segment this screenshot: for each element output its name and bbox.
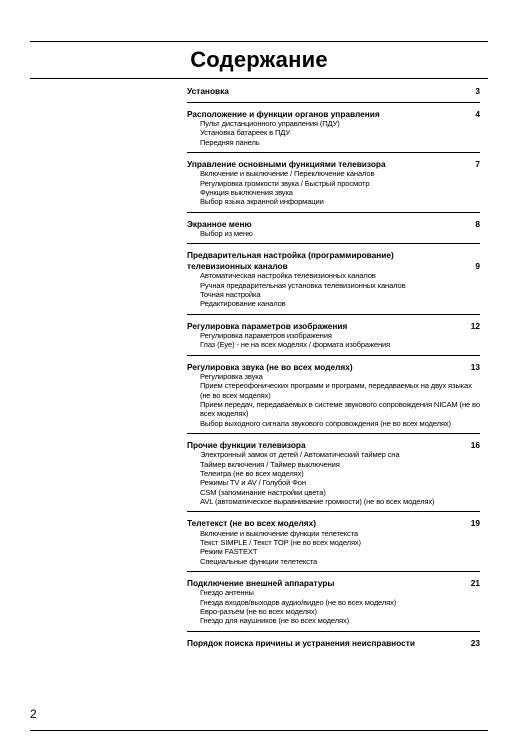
toc-subitem[interactable]: Выбор из меню (200, 229, 253, 239)
toc-page-number: 8 (475, 218, 480, 229)
toc-page-number: 13 (470, 361, 480, 372)
toc-subitem[interactable]: Передняя панель (200, 137, 260, 147)
toc-subitem[interactable]: Выбор выходного сигнала звукового сопровождения (не во всех моделях) (200, 418, 451, 428)
toc-subitem[interactable]: Пульт дистанционного управления (ПДУ) (200, 119, 340, 128)
toc-subitem[interactable]: Гнезда входов/выходов аудио/видео (не во всех моделях) (200, 597, 397, 607)
bottom-rule (30, 730, 488, 731)
toc-subitem[interactable]: Таймер включения / Таймер выключения (200, 459, 340, 469)
toc-subitem[interactable]: Функция выключения звука (200, 187, 293, 197)
toc-subitem[interactable]: Электронный замок от детей / Автоматический таймер сна (200, 450, 400, 460)
toc-section-title: Регулировка параметров изображения (187, 320, 348, 331)
toc-section-title: Телетекст (не во всех моделях) (187, 518, 316, 529)
toc-subitem[interactable]: AVL (автоматическое выравнивание громкости) (не во всех моделях) (200, 496, 435, 506)
toc-page-number: 19 (470, 518, 480, 529)
toc-subitem[interactable]: Евро-разъем (не во всех моделях) (200, 607, 317, 616)
toc-subitem[interactable]: Регулировка параметров изображения (200, 331, 332, 341)
toc-subitem[interactable]: Телеигра (не во всех моделях) (200, 469, 304, 479)
toc-section-title: Экранное меню (187, 218, 252, 229)
toc-section-heading[interactable] (187, 440, 480, 451)
toc-section-title: Установка (187, 86, 229, 96)
toc-subitem[interactable]: Редактирование каналов (200, 299, 286, 309)
toc-subitem[interactable]: Регулировка звука (200, 372, 263, 382)
toc-subitem[interactable]: Ручная предварительная установка телевизионных каналов (200, 280, 406, 290)
toc-section (187, 219, 480, 245)
toc-section (187, 321, 480, 356)
toc-subitem[interactable]: Установка батареек в ПДУ (200, 128, 291, 138)
toc-section-title: Предварительная настройка (программирование) телевизионных каналов (187, 250, 394, 271)
toc-section-heading[interactable] (187, 109, 480, 120)
toc-section-title: Расположение и функции органов управления (187, 108, 380, 119)
toc-page-number: 3 (475, 86, 480, 96)
toc-page-number: 4 (475, 108, 480, 119)
table-of-contents (187, 86, 480, 659)
title-bar (30, 41, 488, 79)
toc-page-number: 7 (475, 158, 480, 169)
toc-subitem[interactable]: Прием стереофонических программ и программ, передаваемых на двух языках (не во всех моделях) (200, 381, 472, 400)
toc-section-title: Управление основными функциями телевизора (187, 158, 386, 169)
toc-section-heading[interactable] (187, 219, 480, 230)
page-number: 2 (30, 707, 37, 721)
toc-subitem[interactable]: Глаз (Eye) - не на всех моделях / формата изображения (200, 340, 391, 350)
toc-subitem[interactable]: Включение и выключение функции телетекста (200, 528, 359, 538)
toc-section-title: Порядок поиска причины и устранения неисправности (187, 637, 415, 648)
toc-section-heading[interactable] (187, 578, 480, 589)
toc-subitem[interactable]: Выбор языка экранной информации (200, 197, 324, 207)
toc-section-title: Подключение внешней аппаратуры (187, 577, 335, 588)
toc-subitem[interactable]: CSM (запоминание настройки цвета) (200, 487, 326, 497)
toc-section-heading[interactable] (187, 86, 480, 97)
toc-section (187, 362, 480, 434)
page-title: Содержание (190, 47, 328, 72)
toc-section-heading[interactable] (187, 638, 480, 649)
toc-page-number: 9 (475, 260, 480, 271)
toc-subitem[interactable]: Автоматическая настройка телевизионных каналов (200, 271, 376, 281)
toc-subitem[interactable]: Режимы TV и AV / Голубой Фон (200, 478, 306, 488)
toc-page-number: 21 (470, 577, 480, 588)
toc-section-heading[interactable] (187, 159, 480, 170)
toc-subitem[interactable]: Включение и выключение / Переключение каналов (200, 169, 375, 179)
toc-section (187, 440, 480, 512)
toc-section (187, 578, 480, 632)
toc-section (187, 159, 480, 213)
toc-section (187, 86, 480, 103)
toc-section-title: Прочие функции телевизора (187, 439, 306, 450)
toc-section-heading[interactable] (187, 321, 480, 332)
toc-section (187, 638, 480, 654)
toc-section-heading[interactable] (187, 518, 480, 529)
toc-subitem[interactable]: Прием передач, передаваемых в системе звукового сопровождения NICAM (не во всех моделях) (200, 400, 480, 419)
toc-subitem[interactable]: Режим FASTEXT (200, 547, 258, 557)
toc-subitem[interactable]: Специальные функции телетекста (200, 556, 318, 566)
toc-section-title: Регулировка звука (не во всех моделях) (187, 361, 353, 372)
toc-page-number: 12 (470, 320, 480, 331)
toc-section (187, 109, 480, 153)
toc-section (187, 250, 480, 314)
toc-subitem[interactable]: Гнездо антенны (200, 588, 254, 598)
toc-subitem[interactable]: Регулировка громкости звука / Быстрый просмотр (200, 178, 370, 188)
toc-page-number: 23 (470, 637, 480, 648)
toc-subitem[interactable]: Текст SIMPLE / Текст TOP (не во всех моделях) (200, 538, 361, 548)
toc-section (187, 518, 480, 572)
toc-subitem[interactable]: Гнездо для наушников (не во всех моделях) (200, 616, 349, 626)
toc-page-number: 16 (470, 439, 480, 450)
toc-section-heading[interactable] (187, 362, 480, 373)
toc-subitem[interactable]: Точная настройка (200, 289, 261, 299)
toc-section-heading[interactable] (187, 250, 480, 271)
